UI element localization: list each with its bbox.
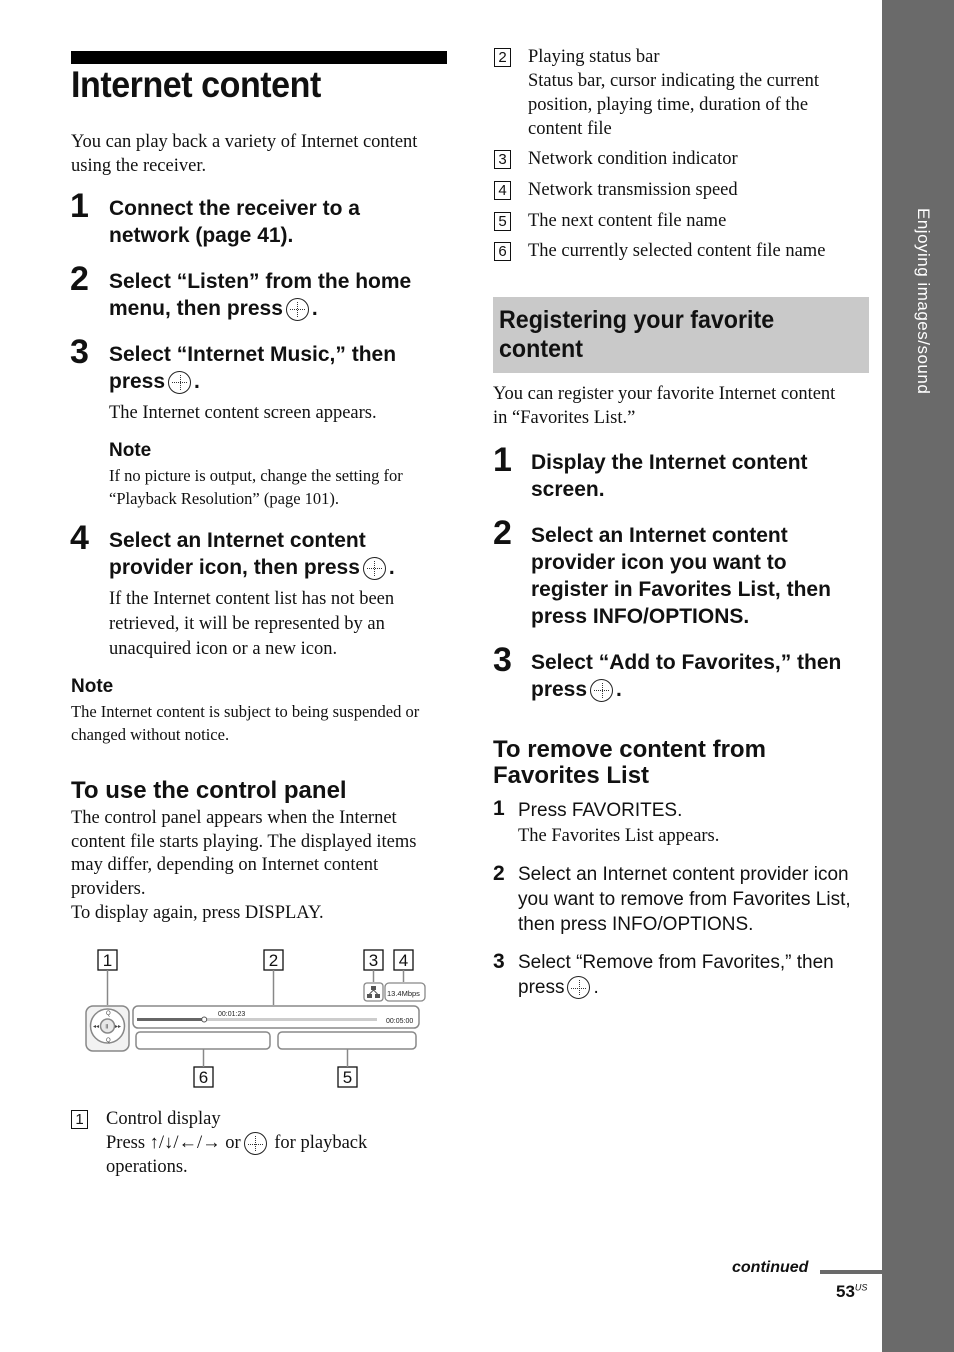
substep-number: 1 [493,797,505,820]
enter-button-icon [363,557,386,580]
step-result: If the Internet content list has not been retrieved, it will be represented by an unacquired icon or a new icon. [109,589,395,659]
step-text: Select “Internet Music,” then press . [109,343,397,393]
enter-button-icon [286,298,309,321]
total-time: 00:05:00 [386,1018,414,1025]
side-tab [882,0,954,1352]
favorites-intro: You can register your favorite Internet content in “Favorites List.” [493,384,836,428]
svg-text:2: 2 [268,951,279,970]
svg-text:◂◂: ◂◂ [93,1024,100,1030]
side-tab-label: Enjoying images/sound [914,208,933,395]
svg-text:5: 5 [342,1068,353,1087]
control-panel-diagram [80,945,440,1095]
step-number: 1 [493,441,512,479]
substep-number: 3 [493,950,505,973]
step-number: 1 [70,187,89,225]
network-speed-indicator [385,983,425,1001]
step-number: 3 [493,641,512,679]
intro-text: You can play back a variety of Internet content using the receiver. [71,132,418,176]
svg-text:13.4Mbps: 13.4Mbps [387,989,420,998]
svg-text:3: 3 [368,951,379,970]
step-text: Select an Internet content provider icon you want to register in Favorites List, then press INFO/OPTIONS. [531,524,831,628]
step-result: The Internet content screen appears. [109,403,377,423]
note-text: The Internet content is subject to being suspended or changed without notice. [71,702,420,744]
enter-button-icon [567,976,590,999]
page-title: Internet content [71,64,321,105]
svg-text:Q: Q [106,1011,111,1017]
step-text: Select an Internet content provider icon, then press . [109,529,395,579]
callout-5 [338,1067,357,1087]
enter-button-icon [590,679,613,702]
svg-text:Q: Q [106,1038,111,1044]
elapsed-time: 00:01:23 [218,1011,246,1018]
next-file-name-bar [278,1032,416,1049]
control-panel-text: The control panel appears when the Internet content file starts playing. The displayed items may differ, depending on Internet content providers. To display again, press DISPLAY. [71,808,417,923]
current-file-name-bar [136,1032,270,1049]
progress-fill [137,1018,204,1021]
title-rule [71,51,447,64]
continued-rule [820,1270,882,1274]
playing-status-bar [133,1006,419,1028]
continued-label: continued [732,1259,809,1276]
note-text: If no picture is output, change the setting for “Playback Resolution” (page 101). [109,466,403,508]
callout-1 [98,950,117,970]
section-heading: To remove content from Favorites List [493,736,766,789]
substep-text: Select “Remove from Favorites,” then press . [518,952,834,998]
step-text: Connect the receiver to a network (page 41). [109,197,360,247]
enter-button-icon [168,371,191,394]
callout-2 [264,950,283,970]
substep-result: The Favorites List appears. [518,826,720,846]
callout-6 [194,1067,213,1087]
substep-number: 2 [493,862,505,885]
svg-text:6: 6 [198,1068,209,1087]
svg-text:1: 1 [102,951,113,970]
enter-button-icon [244,1132,267,1155]
svg-text:4: 4 [398,951,409,970]
callout-4 [394,950,413,970]
note-heading: Note [109,440,152,461]
section-heading: Registering your favorite content [499,306,775,363]
page-number: $53^{US}$ [836,1282,868,1301]
step-text: Display the Internet content screen. [531,451,808,501]
section-heading: To use the control panel [71,777,347,804]
note-heading: Note [71,676,114,697]
step-number: 2 [493,514,512,552]
step-number: 3 [70,333,89,371]
svg-text:▸▸: ▸▸ [115,1024,122,1030]
callout-3 [364,950,383,970]
pause-icon: ॥ [104,1023,109,1031]
step-text: Select “Listen” from the home menu, then press . [109,270,412,320]
step-number: 2 [70,260,89,298]
substep-text: Press FAVORITES. [518,800,683,821]
step-text: Select “Add to Favorites,” then press . [531,651,842,701]
step-number: 4 [70,519,89,557]
substep-text: Select an Internet content provider icon you want to remove from Favorites List, then press INFO/OPTIONS. [518,864,851,935]
network-condition-indicator [364,983,383,1001]
